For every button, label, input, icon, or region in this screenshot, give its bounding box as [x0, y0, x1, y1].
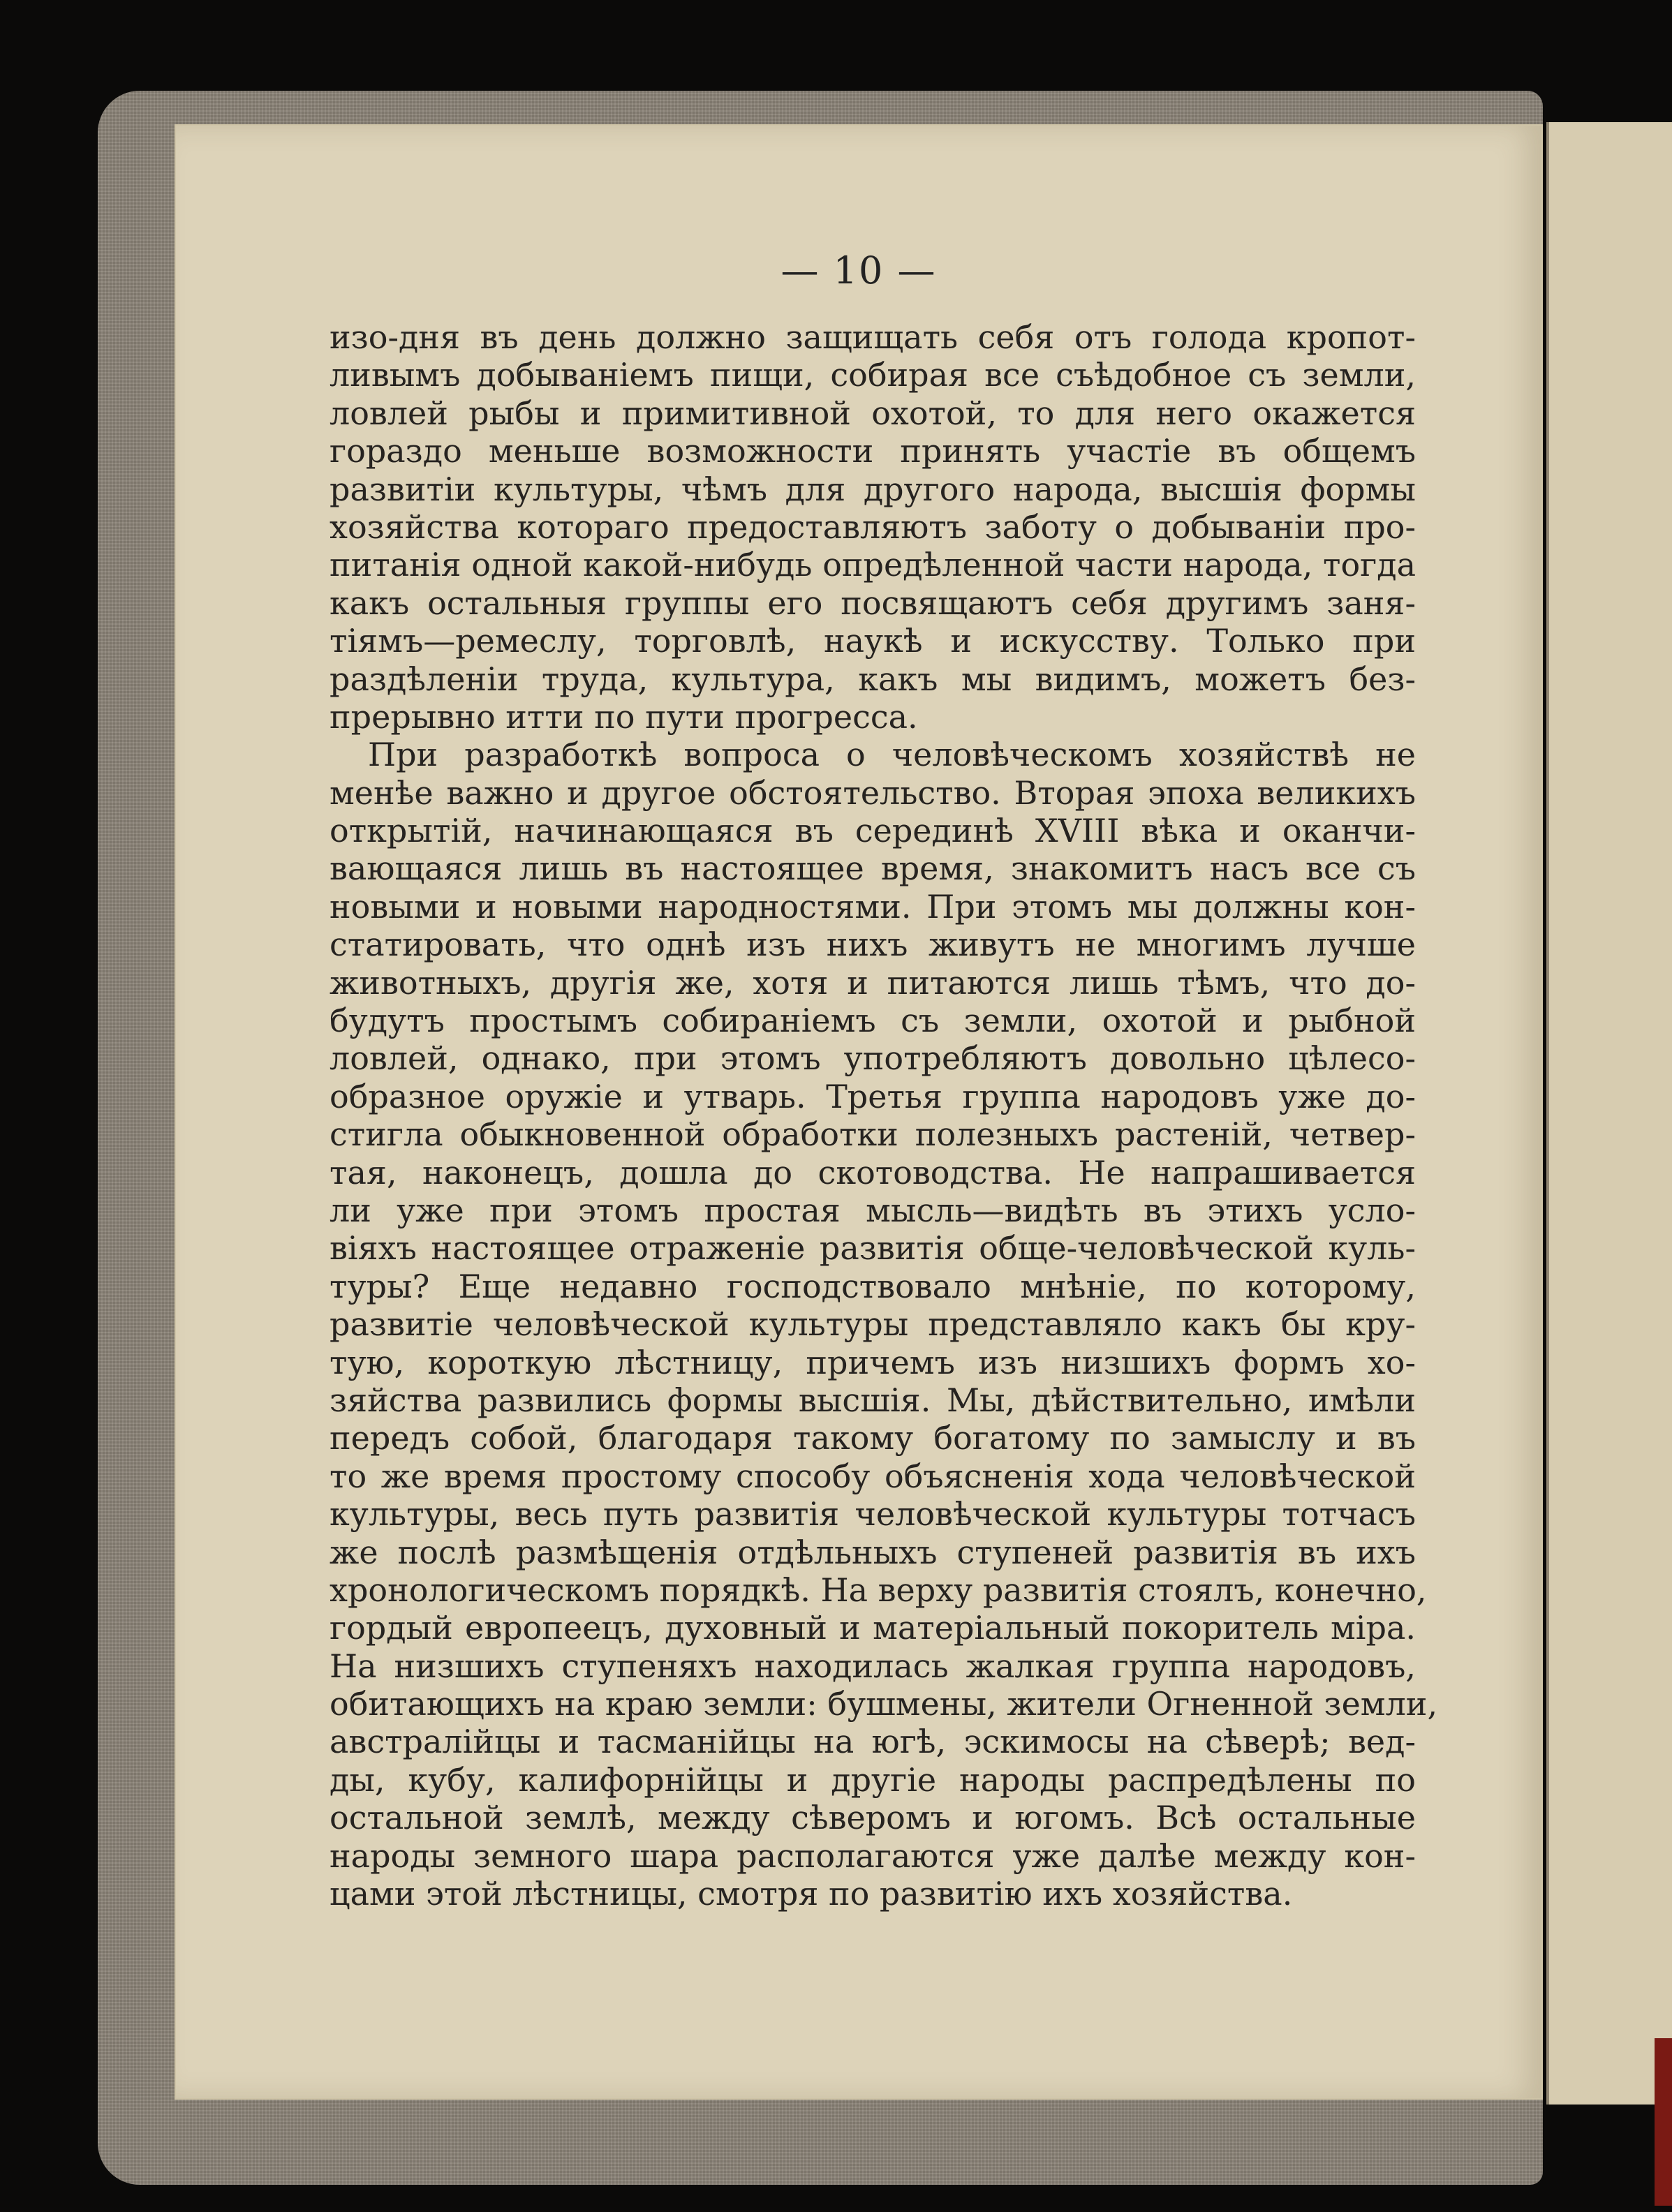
text-line: статировать, что однѣ изъ нихъ живутъ не многимъ лучше	[330, 926, 1416, 964]
text-line: же послѣ размѣщенiя отдѣльныхъ ступеней развитiя въ ихъ	[330, 1533, 1416, 1571]
text-line: питанiя одной какой-нибудь опредѣленной части народа, тогда	[330, 546, 1416, 584]
text-line: зяйства развились формы высшiя. Мы, дѣйствительно, имѣли	[330, 1381, 1416, 1419]
text-line: вающаяся лишь въ настоящее время, знакомитъ насъ все съ	[330, 849, 1416, 888]
page-number: — 10 —	[780, 248, 937, 292]
text-line: народы земного шара располагаются уже далѣе между кон-	[330, 1836, 1416, 1875]
text-line: тая, наконецъ, дошла до скотоводства. Не напрашивается	[330, 1153, 1416, 1192]
text-line: туры? Еще недавно господствовало мнѣнiе, по которому,	[330, 1267, 1416, 1305]
text-line: тiямъ—ремеслу, торговлѣ, наукѣ и искусству. Только при	[330, 622, 1416, 660]
text-line: передъ собой, благодаря такому богатому по замыслу и въ	[330, 1419, 1416, 1457]
text-line: раздѣленiи труда, культура, какъ мы видимъ, можетъ без-	[330, 660, 1416, 698]
text-line: хронологическомъ порядкѣ. На верху развитiя стоялъ, конечно,	[330, 1571, 1427, 1609]
text-line: изо-дня въ день должно защищать себя отъ голода кропот-	[330, 318, 1416, 356]
text-line: развитiи культуры, чѣмъ для другого народа, высшiя формы	[330, 470, 1416, 508]
text-line: ды, кубу, калифорнiйцы и другiе народы распредѣлены по	[330, 1760, 1416, 1799]
text-line: какъ остальныя группы его посвящаютъ себя другимъ заня-	[330, 584, 1416, 622]
text-line: то же время простому способу объясненiя хода человѣческой	[330, 1457, 1416, 1495]
text-line: культуры, весь путь развитiя человѣческой культуры тотчасъ	[330, 1495, 1416, 1534]
text-line: тую, короткую лѣстницу, причемъ изъ низшихъ формъ хо-	[330, 1343, 1416, 1381]
text-line: развитiе человѣческой культуры представляло какъ бы кру-	[330, 1305, 1416, 1344]
text-line: ловлей, однако, при этомъ употребляютъ довольно цѣлесо-	[330, 1039, 1416, 1078]
text-line: открытiй, начинающаяся въ серединѣ XVIII вѣка и оканчи-	[330, 812, 1416, 850]
text-line: остальной землѣ, между сѣверомъ и югомъ. Всѣ остальные	[330, 1799, 1416, 1837]
text-line: ли уже при этомъ простая мысль—видѣть въ этихъ усло-	[330, 1191, 1416, 1229]
text-line: ловлей рыбы и примитивной охотой, то для него окажется	[330, 394, 1416, 432]
text-line: При разработкѣ вопроса о человѣческомъ хозяйствѣ не	[368, 736, 1416, 774]
text-line: ливымъ добыванiемъ пищи, собирая все съѣдобное съ земли,	[330, 356, 1416, 394]
facing-page-edge	[1546, 122, 1672, 2105]
book-page	[175, 124, 1543, 2100]
text-line: На низшихъ ступеняхъ находилась жалкая группа народовъ,	[330, 1647, 1416, 1685]
bookmark-ribbon	[1655, 2038, 1672, 2206]
text-line: обитающихъ на краю земли: бушмены, жители Огненной земли,	[330, 1685, 1438, 1723]
page-body	[330, 318, 1438, 1913]
text-line: австралiйцы и тасманiйцы на югѣ, эскимосы на сѣверѣ; вед-	[330, 1723, 1416, 1761]
text-line: цами этой лѣстницы, смотря по развитiю ихъ хозяйства.	[330, 1875, 1293, 1913]
text-line: прерывно итти по пути прогресса.	[330, 697, 918, 736]
text-line: стигла обыкновенной обработки полезныхъ растенiй, четвер-	[330, 1115, 1416, 1154]
text-line: животныхъ, другiя же, хотя и питаются лишь тѣмъ, что до-	[330, 963, 1416, 1002]
text-line: новыми и новыми народностями. При этомъ мы должны кон-	[330, 887, 1416, 926]
text-line: гордый европеецъ, духовный и матерiальный покоритель мiра.	[330, 1609, 1416, 1647]
text-line: менѣе важно и другое обстоятельство. Вторая эпоха великихъ	[330, 773, 1416, 812]
text-line: будутъ простымъ собиранiемъ съ земли, охотой и рыбной	[330, 1002, 1416, 1040]
text-line: гораздо меньше возможности принять участiе въ общемъ	[330, 432, 1416, 470]
text-line: хозяйства котораго предоставляютъ заботу о добыванiи про-	[330, 507, 1416, 546]
text-line: образное оружiе и утварь. Третья группа народовъ уже до-	[330, 1077, 1416, 1115]
text-line: вiяхъ настоящее отраженiе развитiя обще-человѣческой куль-	[330, 1229, 1416, 1268]
